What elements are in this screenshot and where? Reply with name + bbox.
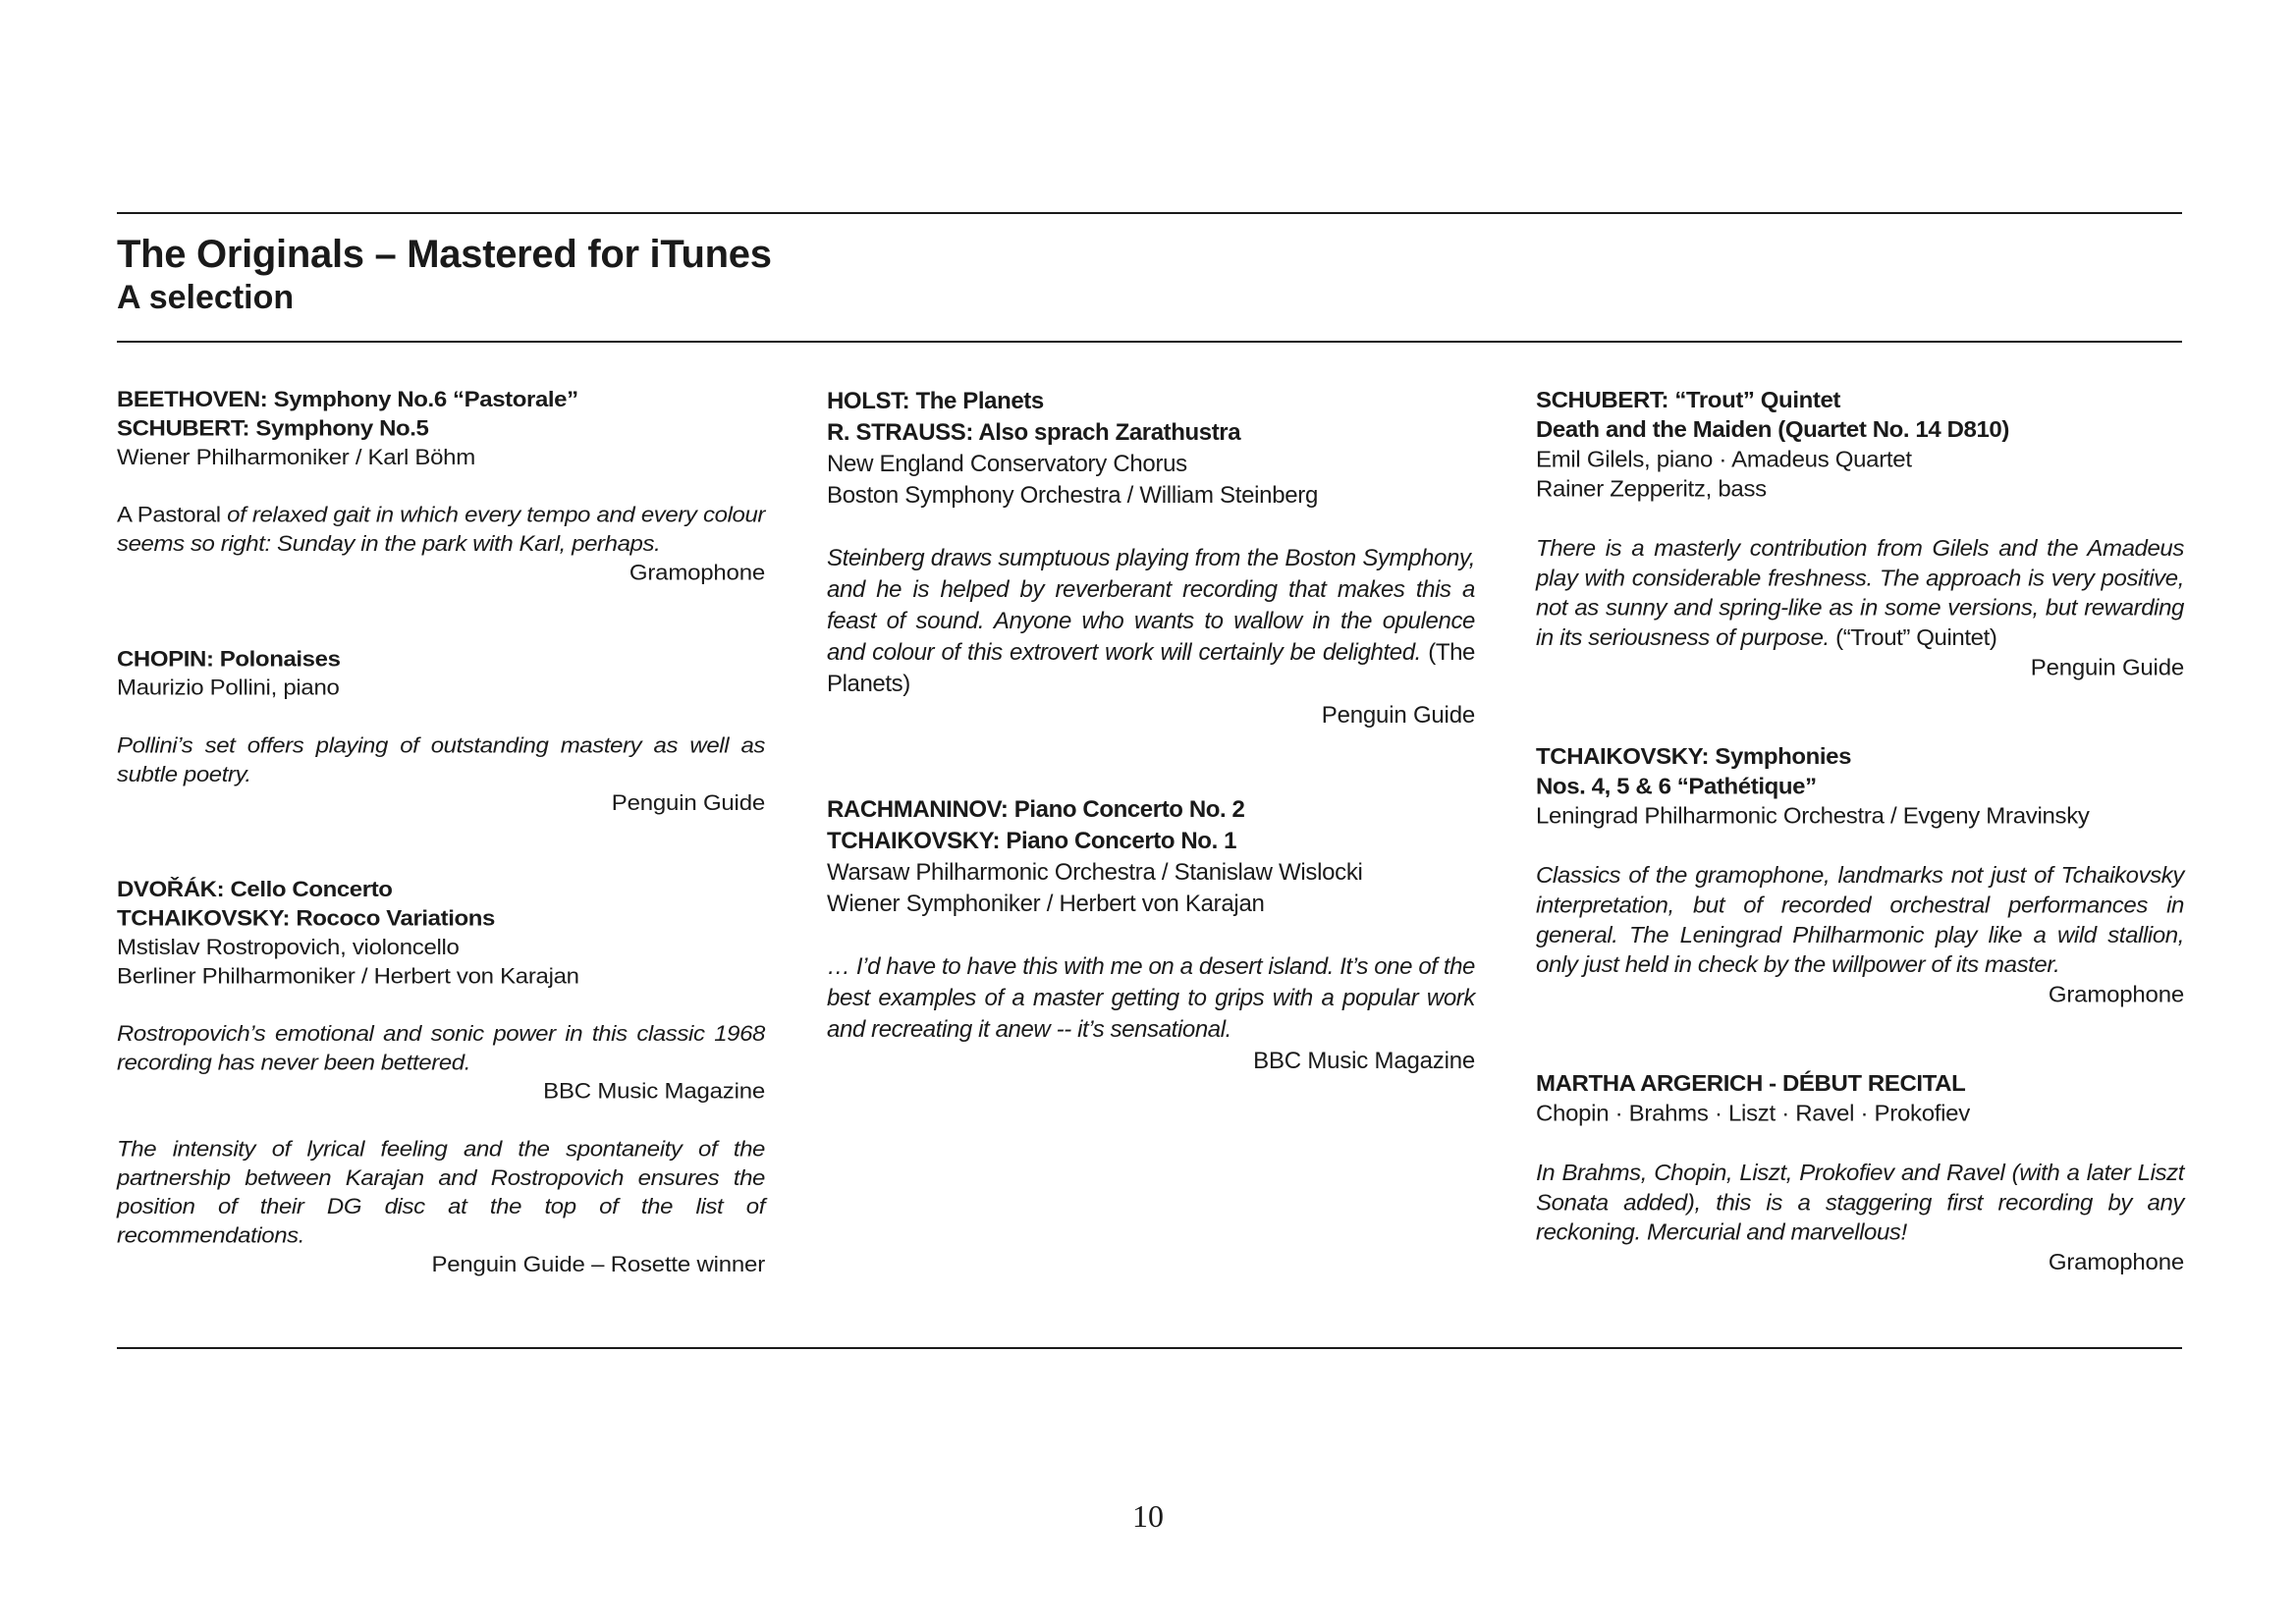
- work-title: BEETHOVEN: Symphony No.6 “Pastorale”: [117, 387, 578, 412]
- work-title: Nos. 4, 5 & 6 “Pathétique”: [1536, 774, 1817, 800]
- review-quote-text: Rostropovich’s emotional and sonic power in this classic 1968 recording has never been bettered.: [117, 1021, 765, 1075]
- work-title: CHOPIN: Polonaises: [117, 647, 341, 672]
- performer-line: Wiener Symphoniker / Herbert von Karajan: [827, 891, 1265, 917]
- work-title: RACHMANINOV: Piano Concerto No. 2: [827, 796, 1245, 823]
- review-source: Penguin Guide: [1321, 702, 1475, 729]
- page-number: 10: [1132, 1498, 1164, 1534]
- album-entry: [1536, 386, 2184, 683]
- performer-line: Warsaw Philharmonic Orchestra / Stanislaw Wislocki: [827, 859, 1363, 886]
- header-rule: [117, 341, 2182, 343]
- performer-line: Boston Symphony Orchestra / William Steinberg: [827, 482, 1319, 509]
- review-source: Penguin Guide: [2030, 655, 2184, 680]
- album-entry: [1536, 742, 2184, 1010]
- review-quote: [827, 951, 1475, 1046]
- review-quote-text: In Brahms, Chopin, Liszt, Prokofiev and Ravel (with a later Liszt Sonata added), this is a staggering first recording by any reckoning. Mercurial and marvellous!: [1536, 1161, 2184, 1246]
- work-title: TCHAIKOVSKY: Rococo Variations: [117, 906, 495, 932]
- work-title: SCHUBERT: “Trout” Quintet: [1536, 387, 1840, 413]
- review-quote: [117, 731, 765, 789]
- review-quote-text: The intensity of lyrical feeling and the spontaneity of the partnership between Karajan and Rostropovich ensures the position of their DG disc at the top of the list of recommendations.: [117, 1137, 765, 1249]
- performer-line: New England Conservatory Chorus: [827, 451, 1187, 477]
- review-source: Gramophone: [2048, 982, 2184, 1007]
- performer-line: Wiener Philharmoniker / Karl Böhm: [117, 445, 475, 470]
- performer-line: Maurizio Pollini, piano: [117, 676, 340, 701]
- review-quote: [1536, 534, 2184, 653]
- column-1: [117, 386, 765, 1335]
- review-source: Gramophone: [2048, 1249, 2184, 1275]
- performer-line: Chopin · Brahms · Liszt · Ravel · Prokofiev: [1536, 1101, 1970, 1127]
- review-quote: [1536, 1159, 2184, 1248]
- page-subtitle: A selection: [117, 279, 295, 316]
- review-quote-text: Pollini’s set offers playing of outstanding mastery as well as subtle poetry.: [117, 733, 765, 787]
- review-quote-text: Classics of the gramophone, landmarks not just of Tchaikovsky interpretation, but of recorded orchestral performances in general. The Leningrad Philharmonic play like a wild stallion, only just held in check by the willpower of its master.: [1536, 863, 2184, 978]
- work-title: R. STRAUSS: Also sprach Zarathustra: [827, 419, 1241, 446]
- performer-line: Berliner Philharmoniker / Herbert von Karajan: [117, 964, 579, 989]
- page-header: [117, 232, 772, 318]
- review-source: Penguin Guide – Rosette winner: [431, 1252, 765, 1277]
- page-title: The Originals – Mastered for iTunes: [117, 233, 772, 276]
- work-title: SCHUBERT: Symphony No.5: [117, 416, 429, 441]
- album-entry: [117, 645, 765, 818]
- review-quote: [117, 1020, 765, 1078]
- album-entry: [827, 386, 1475, 731]
- work-title: HOLST: The Planets: [827, 388, 1044, 414]
- column-3: [1536, 386, 2184, 1335]
- review-quote-text: of relaxed gait in which every tempo and every colour seems so right: Sunday in the park with Karl, perhaps.: [117, 503, 765, 557]
- top-rule: [117, 212, 2182, 214]
- performer-line: Emil Gilels, piano · Amadeus Quartet: [1536, 447, 1912, 472]
- review-quote-text: There is a masterly contribution from Gilels and the Amadeus play with considerable freshness. The approach is very positive, not as sunny and spring-like as in some versions, but rewarding in its seriousness of purpose.: [1536, 536, 2184, 651]
- album-entry: [827, 794, 1475, 1077]
- review-source: BBC Music Magazine: [1253, 1048, 1475, 1074]
- album-entry: [117, 876, 765, 1279]
- work-title: TCHAIKOVSKY: Symphonies: [1536, 744, 1852, 770]
- review-quote-plain-prefix: A Pastoral: [117, 503, 221, 528]
- review-quote: [117, 1135, 765, 1250]
- review-source: Gramophone: [629, 560, 765, 585]
- work-title: Death and the Maiden (Quartet No. 14 D810): [1536, 417, 2009, 443]
- column-2: [827, 386, 1475, 1138]
- album-entry: [1536, 1069, 2184, 1277]
- review-quote: [1536, 861, 2184, 980]
- review-quote: [827, 543, 1475, 700]
- review-quote-text: … I’d have to have this with me on a desert island. It’s one of the best examples of a master getting to grips with a popular work and recreating it anew -- it’s sensational.: [827, 953, 1475, 1043]
- review-quote-text: Steinberg draws sumptuous playing from the Boston Symphony, and he is helped by reverberant recording that makes this a feast of sound. Anyone who wants to wallow in the opulence and colour of this extrovert work will certainly be delighted.: [827, 545, 1475, 666]
- work-title: DVOŘÁK: Cello Concerto: [117, 877, 393, 902]
- review-quote: [117, 501, 765, 559]
- review-quote-plain-suffix: (“Trout” Quintet): [1829, 625, 1997, 651]
- review-source: BBC Music Magazine: [543, 1079, 765, 1105]
- performer-line: Rainer Zepperitz, bass: [1536, 476, 1767, 503]
- work-title: TCHAIKOVSKY: Piano Concerto No. 1: [827, 828, 1237, 854]
- performer-line: Mstislav Rostropovich, violoncello: [117, 935, 460, 960]
- work-title: MARTHA ARGERICH - DÉBUT RECITAL: [1536, 1071, 1966, 1097]
- review-quote-plain-suffix: (The Planets): [827, 639, 1475, 697]
- album-entry: [117, 386, 765, 588]
- review-source: Penguin Guide: [611, 790, 765, 816]
- performer-line: Leningrad Philharmonic Orchestra / Evgeny Mravinsky: [1536, 803, 2090, 830]
- bottom-rule: [117, 1347, 2182, 1349]
